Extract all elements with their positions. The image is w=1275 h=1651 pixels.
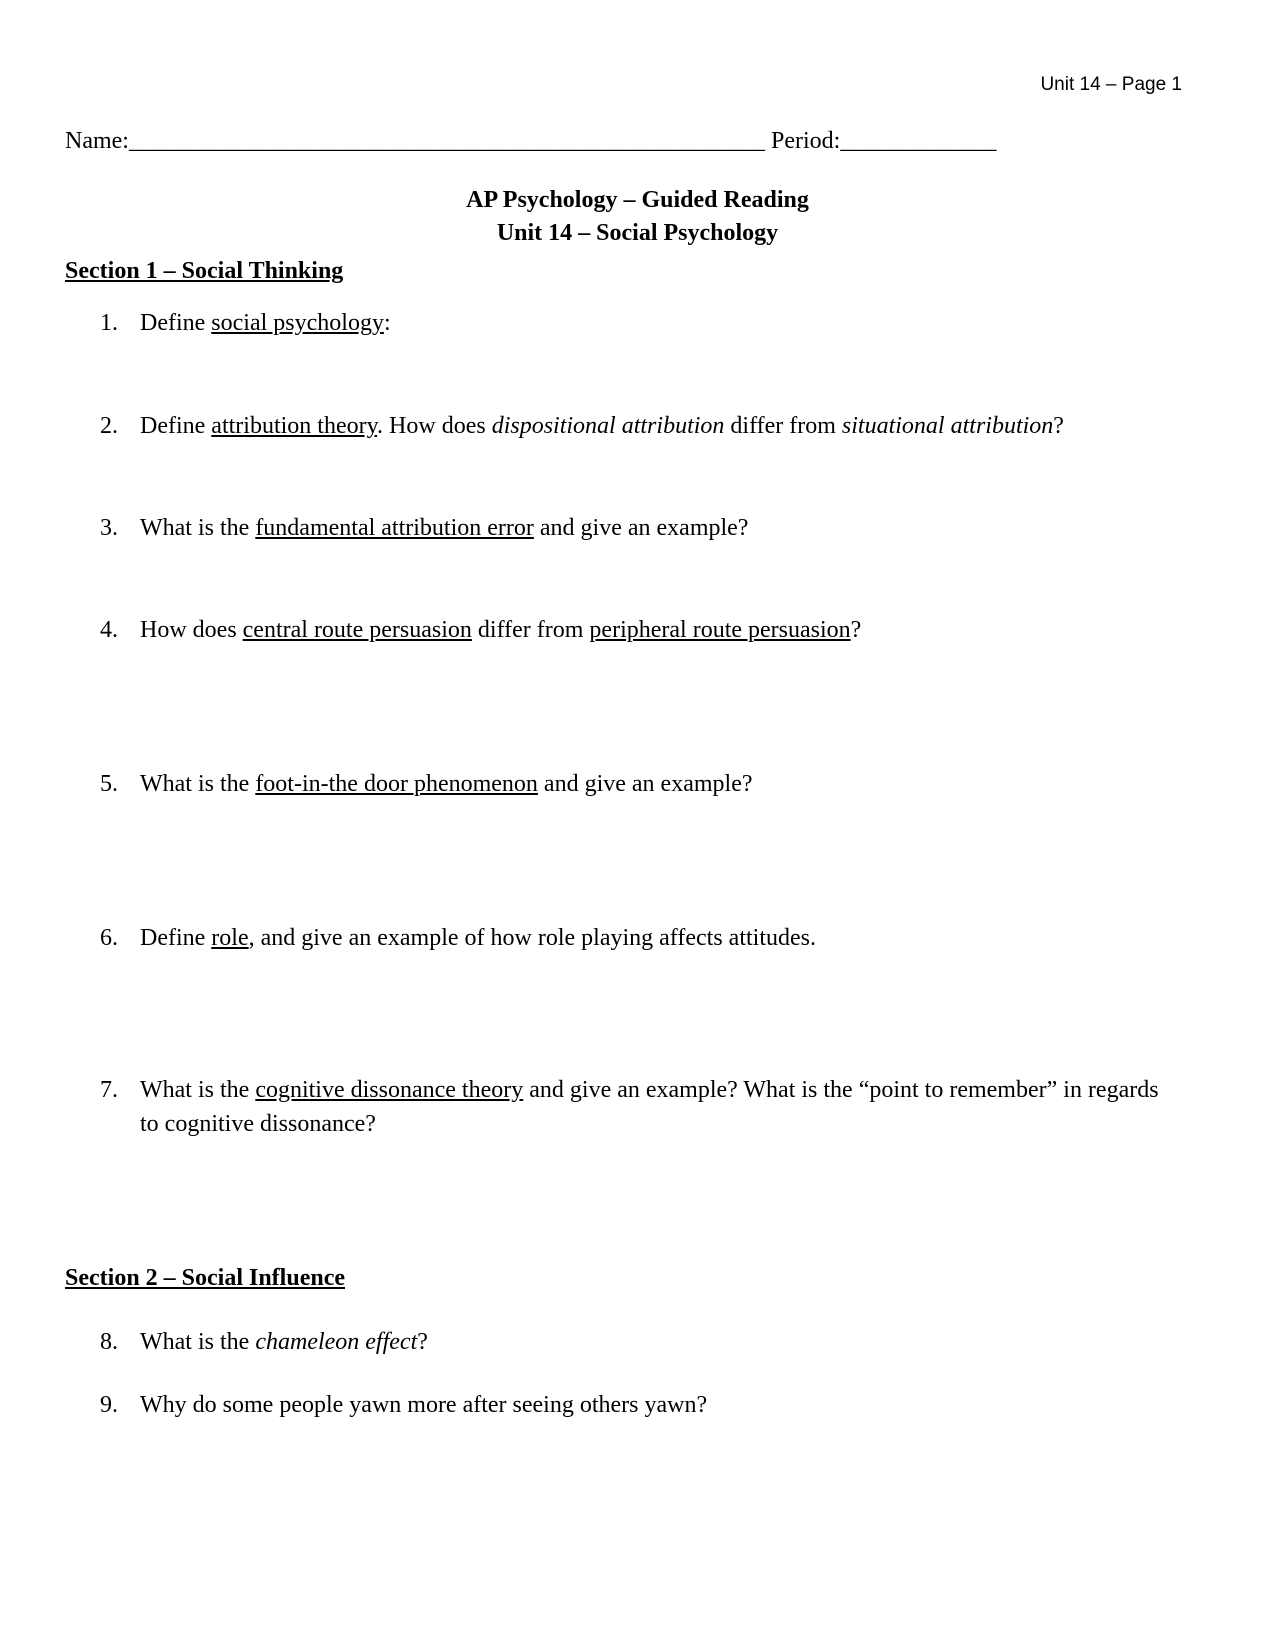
question-3 (100, 511, 1160, 545)
question-text: What is the chameleon effect? (140, 1329, 428, 1355)
question-8 (100, 1325, 1160, 1359)
key-term: foot-in-the door phenomenon (255, 771, 538, 797)
question-number: 4. (100, 617, 118, 643)
key-term: central route persuasion (242, 617, 472, 643)
question-number: 5. (100, 771, 118, 797)
name-label: Name: (65, 128, 129, 154)
key-term: attribution theory (211, 413, 378, 439)
question-7 (100, 1073, 1160, 1141)
key-term: fundamental attribution error (255, 515, 534, 541)
question-number: 7. (100, 1077, 118, 1103)
question-text: What is the cognitive dissonance theory and give an example? What is the “point to remember” in regards to cognitive dissonance? (140, 1077, 1159, 1137)
question-number: 6. (100, 925, 118, 951)
italic-term: chameleon effect (255, 1329, 418, 1355)
question-number: 2. (100, 413, 118, 439)
question-6 (100, 921, 1160, 955)
question-1 (100, 306, 1160, 340)
section-2-heading: Section 2 – Social Influence (65, 1265, 345, 1291)
period-blank: _____________ (840, 128, 997, 154)
question-text: What is the fundamental attribution error and give an example? (140, 515, 749, 541)
period-label: Period: (770, 128, 841, 154)
name-blank: _____________________________________________________ (128, 128, 765, 154)
name-period-line (65, 128, 996, 155)
question-5 (100, 767, 1160, 801)
question-text: Define role, and give an example of how role playing affects attitudes. (140, 925, 816, 951)
question-9 (100, 1388, 1160, 1422)
key-term: social psychology (211, 310, 384, 336)
question-text: Why do some people yawn more after seeing others yawn? (140, 1392, 708, 1418)
question-number: 9. (100, 1392, 118, 1418)
question-number: 3. (100, 515, 118, 541)
key-term: role (211, 925, 249, 951)
question-number: 8. (100, 1329, 118, 1355)
italic-term: situational attribution (841, 413, 1054, 439)
page-number: Unit 14 – Page 1 (1040, 74, 1182, 95)
question-text: Define attribution theory. How does dispositional attribution differ from situational attribution? (140, 413, 1064, 439)
key-term: peripheral route persuasion (589, 617, 851, 643)
title-line-2: Unit 14 – Social Psychology (496, 220, 779, 246)
question-text: Define social psychology: (140, 310, 391, 336)
section-1-heading: Section 1 – Social Thinking (65, 258, 344, 284)
italic-term: dispositional attribution (491, 413, 725, 439)
question-4 (100, 613, 1160, 647)
document-title (0, 184, 1275, 250)
question-2 (100, 409, 1160, 443)
key-term: cognitive dissonance theory (255, 1077, 524, 1103)
question-number: 1. (100, 310, 118, 336)
question-text: How does central route persuasion differ from peripheral route persuasion? (140, 617, 862, 643)
question-text: What is the foot-in-the door phenomenon and give an example? (140, 771, 753, 797)
title-line-1: AP Psychology – Guided Reading (466, 187, 809, 213)
